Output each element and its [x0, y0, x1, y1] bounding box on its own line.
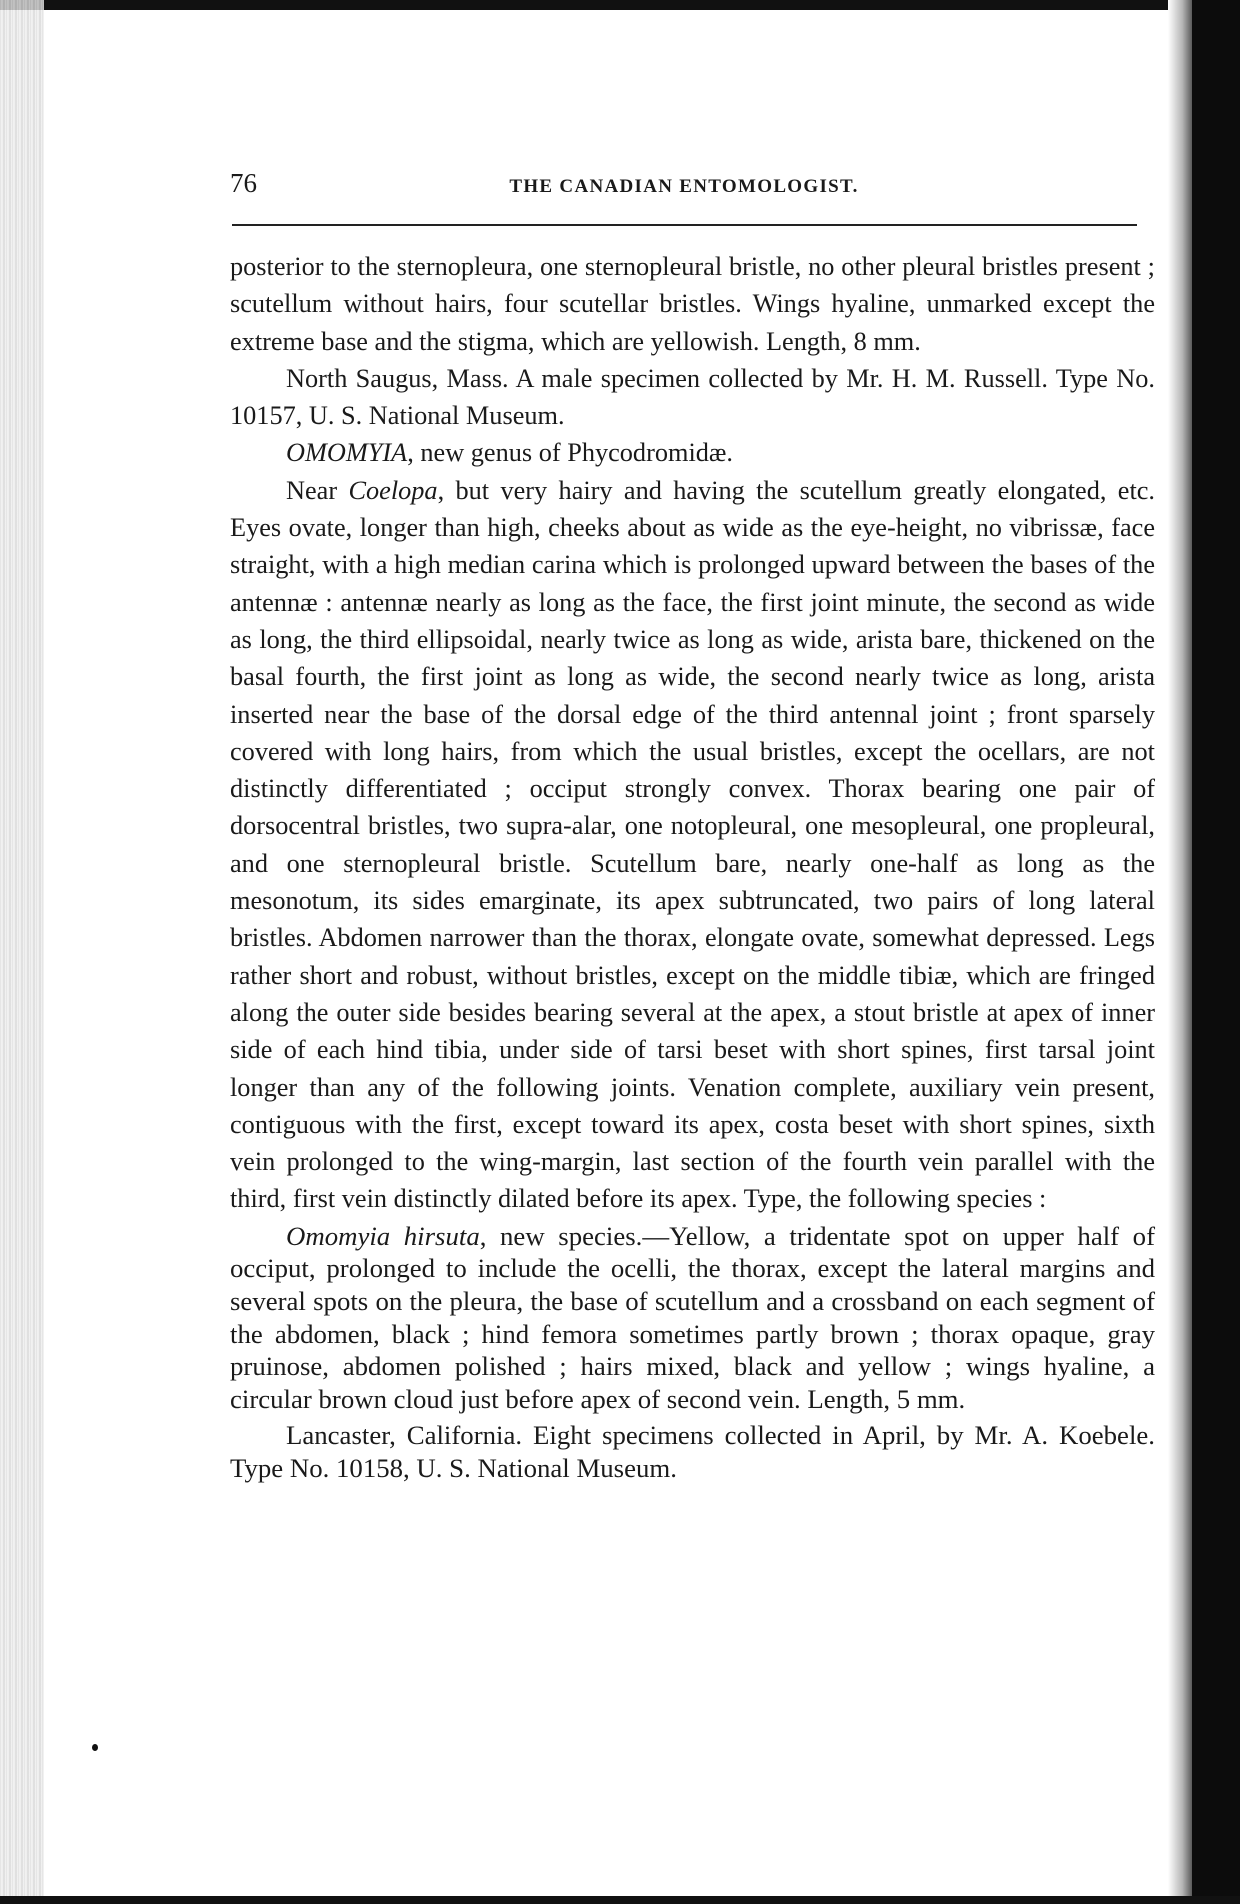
scan-shadow — [1168, 0, 1192, 1904]
paragraph-species-description — [230, 1220, 1155, 1416]
paragraph-type-locality — [230, 1419, 1155, 1484]
stray-ink-dot — [92, 1744, 98, 1751]
paragraph-genus-heading — [230, 434, 1155, 471]
paragraph-text: , new species.—Yellow, a tridentate spot on upper half of occiput, prolonged to include the ocelli, the thorax, except the lateral margins and several spots on the pleura, the base of scutellum and a crossband on each segment of the abdomen, black ; hind femora sometimes partly brown ; thorax opaque, gray pruinose, abdomen polished ; hairs mixed, black and yellow ; wings hyaline, a circular brown cloud just before apex of second vein. Length, 5 mm. — [230, 1220, 1155, 1414]
book-spine-edge — [0, 0, 44, 1904]
paragraph-locality — [230, 360, 1155, 435]
paragraph-genus-description — [230, 472, 1155, 1218]
paragraph-text: , new genus of Phycodromidæ. — [407, 438, 734, 468]
header-rule — [232, 224, 1137, 226]
page-body — [230, 248, 1155, 1484]
page-header — [230, 168, 1138, 208]
genus-reference: Coelopa — [348, 475, 438, 505]
genus-name: OMOMYIA — [286, 438, 408, 468]
page-number: 76 — [230, 168, 257, 198]
paragraph-text: , but very hairy and having the scutellum greatly elongated, etc. Eyes ovate, longer than high, cheeks about as wide as the eye-height, no vibrissæ, face straight, with a high median carina which is prolonged upward between the bases of the antennæ : antennæ nearly as long as the face, the first joint minute, the second as wide as long, the third ellipsoidal, nearly twice as long as wide, arista bare, thickened on the basal fourth, the first joint as long as wide, the second nearly twice as long, arista inserted near the base of the dorsal edge of the third antennal joint ; front sparsely covered with long hairs, from which the usual bristles, except the ocellars, are not distinctly differentiated ; occiput strongly convex. Thorax bearing one pair of dorsocentral bristles, two supra-alar, one notopleural, one mesopleural, one propleural, and one sternopleural bristle. Scutellum bare, nearly one-half as long as the mesonotum, its sides emarginate, its apex subtruncated, two pairs of long lateral bristles. Abdomen narrower than the thorax, elongate ovate, somewhat depressed. Legs rather short and robust, without bristles, except on the middle tibiæ, which are fringed along the outer side besides bearing several at the apex, a stout bristle at apex of inner side of each hind tibia, under side of tarsi beset with short spines, first tarsal joint longer than any of the following joints. Venation complete, auxiliary vein present, contiguous with the first, except toward its apex, costa beset with short spines, sixth vein prolonged to the wing-margin, last section of the fourth vein parallel with the third, first vein distinctly dilated before its apex. Type, the following species : — [230, 475, 1155, 1214]
paragraph-lead: Near — [286, 475, 349, 505]
paragraph-text: Lancaster, California. Eight specimens collected in April, by Mr. A. Koebele. Type No. 10158, U. S. National Museum. — [230, 1420, 1155, 1483]
scan-top-edge — [0, 0, 1240, 10]
species-name: Omomyia hirsuta — [286, 1220, 480, 1251]
paragraph-text: posterior to the sternopleura, one sternopleural bristle, no other pleural bristles present ; scutellum without hairs, four scutellar bristles. Wings hyaline, unmarked except the extreme base and the stigma, which are yellowish. Length, 8 mm. — [230, 252, 1155, 356]
paragraph-text: North Saugus, Mass. A male specimen collected by Mr. H. M. Russell. Type No. 10157, U. S. National Museum. — [230, 363, 1155, 431]
scan-bottom-edge — [0, 1896, 1240, 1904]
running-title: THE CANADIAN ENTOMOLOGIST. — [509, 176, 859, 197]
scan-right-edge — [1192, 0, 1240, 1904]
paragraph-continuation — [230, 248, 1155, 360]
